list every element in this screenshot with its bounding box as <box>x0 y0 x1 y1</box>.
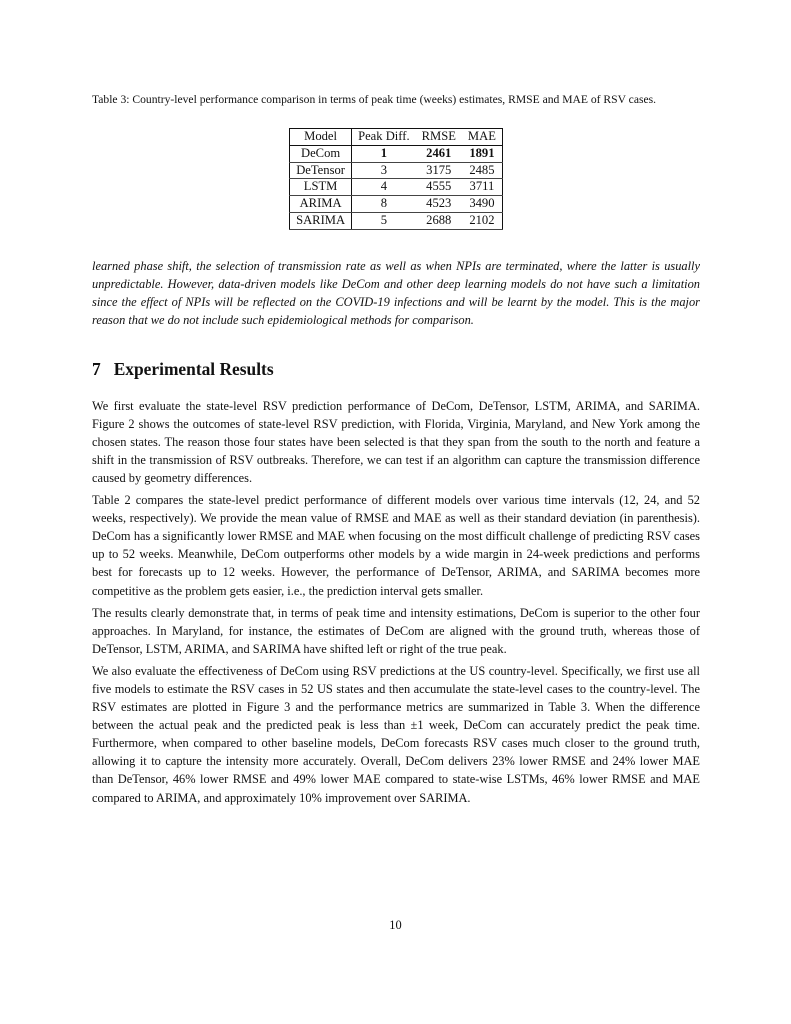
table-row <box>290 162 503 179</box>
table-row <box>290 196 503 213</box>
section-number: 7 <box>92 358 101 379</box>
header-rmse: RMSE <box>416 129 462 146</box>
header-model: Model <box>290 129 352 146</box>
cell-model: LSTM <box>290 179 352 196</box>
cell-mae: 1891 <box>462 145 503 162</box>
italic-paragraph: learned phase shift, the selection of transmission rate as well as when NPIs are terminated, where the latter is usually unpredictable. However, data-driven models like DeCom and other deep learning models do not have such a limitation since the effect of NPIs will be reflected on the COVID-19 infections and will be learnt by the model. This is the major reason that we do not include such epidemiological methods for comparison. <box>92 258 700 328</box>
table-header-row <box>290 129 503 146</box>
body-paragraph: The results clearly demonstrate that, in terms of peak time and intensity estimations, DeCom is superior to the other four approaches. In Maryland, for instance, the estimates of DeCom are aligned with the ground truth, whereas those of DeTensor, LSTM, ARIMA, and SARIMA have shifted left or right of the true peak. <box>92 605 700 656</box>
cell-mae: 2102 <box>462 212 503 229</box>
results-table <box>289 128 503 230</box>
paper-page <box>92 92 700 807</box>
cell-mae: 3490 <box>462 196 503 213</box>
section-title: Experimental Results <box>113 358 274 379</box>
cell-mae: 2485 <box>462 162 503 179</box>
table-caption: Table 3: Country-level performance comparison in terms of peak time (weeks) estimates, RMSE and MAE of RSV cases. <box>92 93 657 106</box>
table-row <box>290 179 503 196</box>
cell-peak-diff: 1 <box>352 145 416 162</box>
cell-rmse: 4523 <box>416 196 462 213</box>
cell-rmse: 3175 <box>416 162 462 179</box>
header-peak-diff: Peak Diff. <box>352 129 416 146</box>
cell-rmse: 2461 <box>416 145 462 162</box>
cell-model: SARIMA <box>290 212 352 229</box>
cell-model: ARIMA <box>290 196 352 213</box>
header-mae: MAE <box>462 129 503 146</box>
cell-model: DeCom <box>290 145 352 162</box>
cell-peak-diff: 5 <box>352 212 416 229</box>
page-number: 10 <box>389 918 402 932</box>
cell-mae: 3711 <box>462 179 503 196</box>
body-paragraph: We first evaluate the state-level RSV prediction performance of DeCom, DeTensor, LSTM, ARIMA, and SARIMA. Figure 2 shows the outcomes of state-level RSV prediction, with Florida, Virginia, Maryland, and New York among the chosen states. The reason those four states have been selected is that they span from the south to the north and feature a shift in the transmission of RSV outbreaks. Therefore, we can test if an algorithm can capture the transmission difference caused by geometry differences. <box>92 398 700 485</box>
body-paragraph: Table 2 compares the state-level predict performance of different models over various time intervals (12, 24, and 52 weeks, respectively). We provide the mean value of RMSE and MAE as well as their standard deviation (in parenthesis). DeCom has a significantly lower RMSE and MAE when focusing on the most difficult challenge of predicting RSV cases up to 52 weeks. Meanwhile, DeCom outperforms other models by a wide margin in 24-week predictions and performs best for forecasts up to 12 weeks. However, the performance of DeTensor, ARIMA, and SARIMA becomes more competitive as the problem gets easier, i.e., the prediction interval gets smaller. <box>92 493 700 598</box>
cell-peak-diff: 8 <box>352 196 416 213</box>
cell-peak-diff: 4 <box>352 179 416 196</box>
cell-rmse: 4555 <box>416 179 462 196</box>
body-paragraph: We also evaluate the effectiveness of DeCom using RSV predictions at the US country-level. Specifically, we first use all five models to estimate the RSV cases in 52 US states and then accumulate the state-level cases to the country-level. The RSV estimates are plotted in Figure 3 and the performance metrics are summarized in Table 3. When the difference between the actual peak and the predicted peak is less than ±1 week, DeCom can accurately predict the peak time. Furthermore, when compared to other baseline models, DeCom forecasts RSV cases much closer to the ground truth, allowing it to capture the intensity more accurately. Overall, DeCom delivers 23% lower RMSE and 24% lower MAE than DeTensor, 46% lower RMSE and 49% lower MAE compared to state-wise LSTMs, 46% lower RMSE and MAE compared to ARIMA, and approximately 10% improvement over SARIMA. <box>92 663 700 805</box>
section-heading <box>92 359 700 379</box>
table-row <box>290 212 503 229</box>
cell-rmse: 2688 <box>416 212 462 229</box>
cell-peak-diff: 3 <box>352 162 416 179</box>
table-row <box>290 145 503 162</box>
cell-model: DeTensor <box>290 162 352 179</box>
